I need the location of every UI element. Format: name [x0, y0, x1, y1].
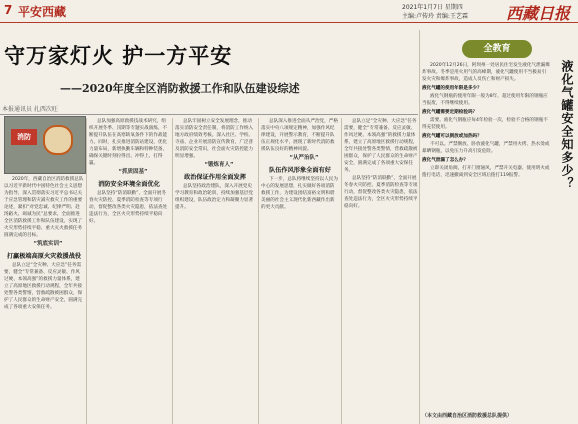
- sidebar-answer: 液化气钢瓶的使用年限一般为8年，超过使用年限的钢瓶应当报废，不得继续使用。: [422, 94, 548, 106]
- column-divider: [172, 118, 173, 424]
- section-title: 平安西藏: [18, 5, 67, 19]
- section-heading: 打赢极端高原火灾救援战役: [6, 253, 82, 260]
- sidebar-title: 液化气罐安全知多少？: [560, 60, 574, 190]
- editors-line: 主编:卢传玲 责编:王艺霖: [402, 13, 468, 20]
- paragraph: 总队立足“全灾种、大应急”任务需要，健全“专常兼备、反应灵敏、作风过硬、本领高强”的救援力量体系，建立了高原地区救援行动规程，全年共接处警各类警情，营救疏散被困群众，保护了人民群众的生命财产安全，圆满完成了各项重大安保任务。: [344, 119, 418, 173]
- column-divider: [86, 118, 87, 424]
- paragraph: 总队深入推进全面从严治党，严格落实中央八项规定精神，加强作风纪律建设，开展警示教育，不断提升队伍正规化水平，展现了新时代消防救援队伍良好的精神风貌。: [261, 119, 338, 152]
- paragraph: 总队坚持“防消联勤”，全面开展冬春火灾防控、夏季消防检查等专项行动，督促整改各类火灾隐患，依法查处违法行为，全区火灾形势持续平稳向好。: [89, 191, 168, 224]
- newspaper-logo: 西藏日报: [506, 4, 571, 23]
- fire-stamp: 消防: [11, 129, 37, 145]
- sidebar-question: 液化气罐可以倒放或加热吗？: [422, 134, 482, 139]
- article-column-3: [175, 118, 255, 424]
- paragraph: 2020年，西藏自治区消防救援总队以习近平新时代中国特色社会主义思想为指导，深入贯彻落实习近平总书记关于应急管理和防灾减灾救灾工作的重要论述，紧扣“对党忠诚、纪律严明、赴汤蹈火、竭诚为民”总要求，全面推进全区消防救援工作和队伍建设，实现了火灾形势持续平稳、重大灭火救援任务圆满完成的目标。: [4, 177, 84, 238]
- paragraph: 总队加强高原救援技战术研究，组织开展冬季、汛期等专题实战演练，不断提升队伍在高寒缺氧条件下的作战能力。同时，扎实推进消防站建设，优化力量布局，新增执勤车辆和特种装备，确保关键时刻拉得出、冲得上、打得赢。: [89, 119, 168, 166]
- article-column-2: [89, 118, 169, 424]
- sidebar-column: [422, 62, 550, 424]
- sidebar-footnote: （本文由西藏自治区消防救援总队提供）: [422, 413, 513, 419]
- article-headline: 守万家灯火 护一方平安: [4, 43, 233, 68]
- emblem-icon: [43, 125, 73, 155]
- article-byline: 本报通讯员 扎西次旺: [2, 106, 58, 113]
- sidebar-question: 液化气泄漏了怎么办？: [422, 158, 468, 163]
- badge-label: 全教育: [483, 44, 511, 54]
- paragraph: 总队坚持政治建队，深入开展党史学习教育和政治轮训，持续加强基层党组织建设，队伍政治定力和凝聚力显著提升。: [175, 184, 254, 210]
- paragraph: 总队立足“全灾种、大应急”任务需要，健全“专常兼备、反应灵敏、作风过硬、本领高强”的救援力量体系，建立了高原地区救援行动规程，全年共接处警各类警情，营救疏散被困群众，保护了人民群众的生命财产安全，圆满完成了各项重大安保任务。: [4, 263, 83, 310]
- headline-rule: [0, 114, 418, 115]
- article-column-5: [344, 118, 418, 424]
- sidebar-question: 液化气罐需要定期检验吗？: [422, 110, 478, 115]
- article-illustration: [4, 116, 86, 174]
- sidebar-answer: 不可以。严禁倒放、卧放液化气罐，严禁用火烤、热水烫或暴晒钢瓶，以免压力升高引发危险。: [422, 142, 550, 154]
- section-kicker: “锻炼育人”: [204, 162, 234, 168]
- article-column-1: [4, 176, 84, 424]
- page-header: [0, 0, 578, 23]
- sidebar-answer: 立即关闭角阀，打开门窗通风，严禁开关电器、使用明火或拨打电话，迅速撤离到安全区域后拨打119报警。: [422, 166, 550, 178]
- sidebar-divider: [419, 30, 420, 424]
- sidebar-question: 液化气罐的使用年限是多少？: [422, 86, 482, 91]
- section-heading: 队伍作风形象全面有好: [269, 167, 331, 174]
- section-heading: 政治保证作用全面发挥: [184, 174, 246, 181]
- dateline: 2021年1月7日 星期四: [402, 4, 463, 11]
- sidebar-answer: 需要。液化气钢瓶应每4年检验一次，检验不合格的钢瓶不得充装使用。: [422, 118, 548, 130]
- article-column-4: [261, 118, 339, 424]
- column-divider: [258, 118, 259, 424]
- paragraph: 总队坚持“防消联勤”，全面开展冬春火灾防控、夏季消防检查等专项行动，督促整改各类火灾隐患，依法查处违法行为，全区火灾形势持续平稳向好。: [344, 176, 418, 209]
- column-divider: [341, 118, 342, 424]
- paragraph: 下一步，总队将继续坚持以人民为中心的发展思想，扎实做好各项消防救援工作，为建设团结富裕文明和谐美丽的社会主义现代化新西藏作出新的更大贡献。: [261, 177, 338, 210]
- section-heading: 消防安全环境全面优化: [98, 181, 160, 188]
- sidebar-badge: [462, 40, 532, 58]
- sidebar-intro: 2020年12月26日，阿坝州一处居民住宅发生液化气泄漏爆炸事故。冬季是用火用气的高峰期，液化气罐使用不当极易引发火灾和爆炸事故，造成人员伤亡和财产损失。: [422, 63, 550, 82]
- page-number: 7: [4, 3, 13, 17]
- section-kicker: “筑底实训”: [33, 241, 63, 247]
- section-kicker: “从严治队”: [289, 155, 319, 161]
- paragraph: 总队牢固树立安全发展理念，推动落实消防安全责任制，将消防工作纳入地方政府绩效考核。深入社区、学校、寺庙、企业开展消防宣传教育，广泛普及消防安全常识，社会面火灾防控能力明显增强。: [175, 119, 254, 159]
- article-subheadline: ——2020年度全区消防救援工作和队伍建设综述: [60, 82, 300, 95]
- section-kicker: “抓质固基”: [118, 169, 148, 175]
